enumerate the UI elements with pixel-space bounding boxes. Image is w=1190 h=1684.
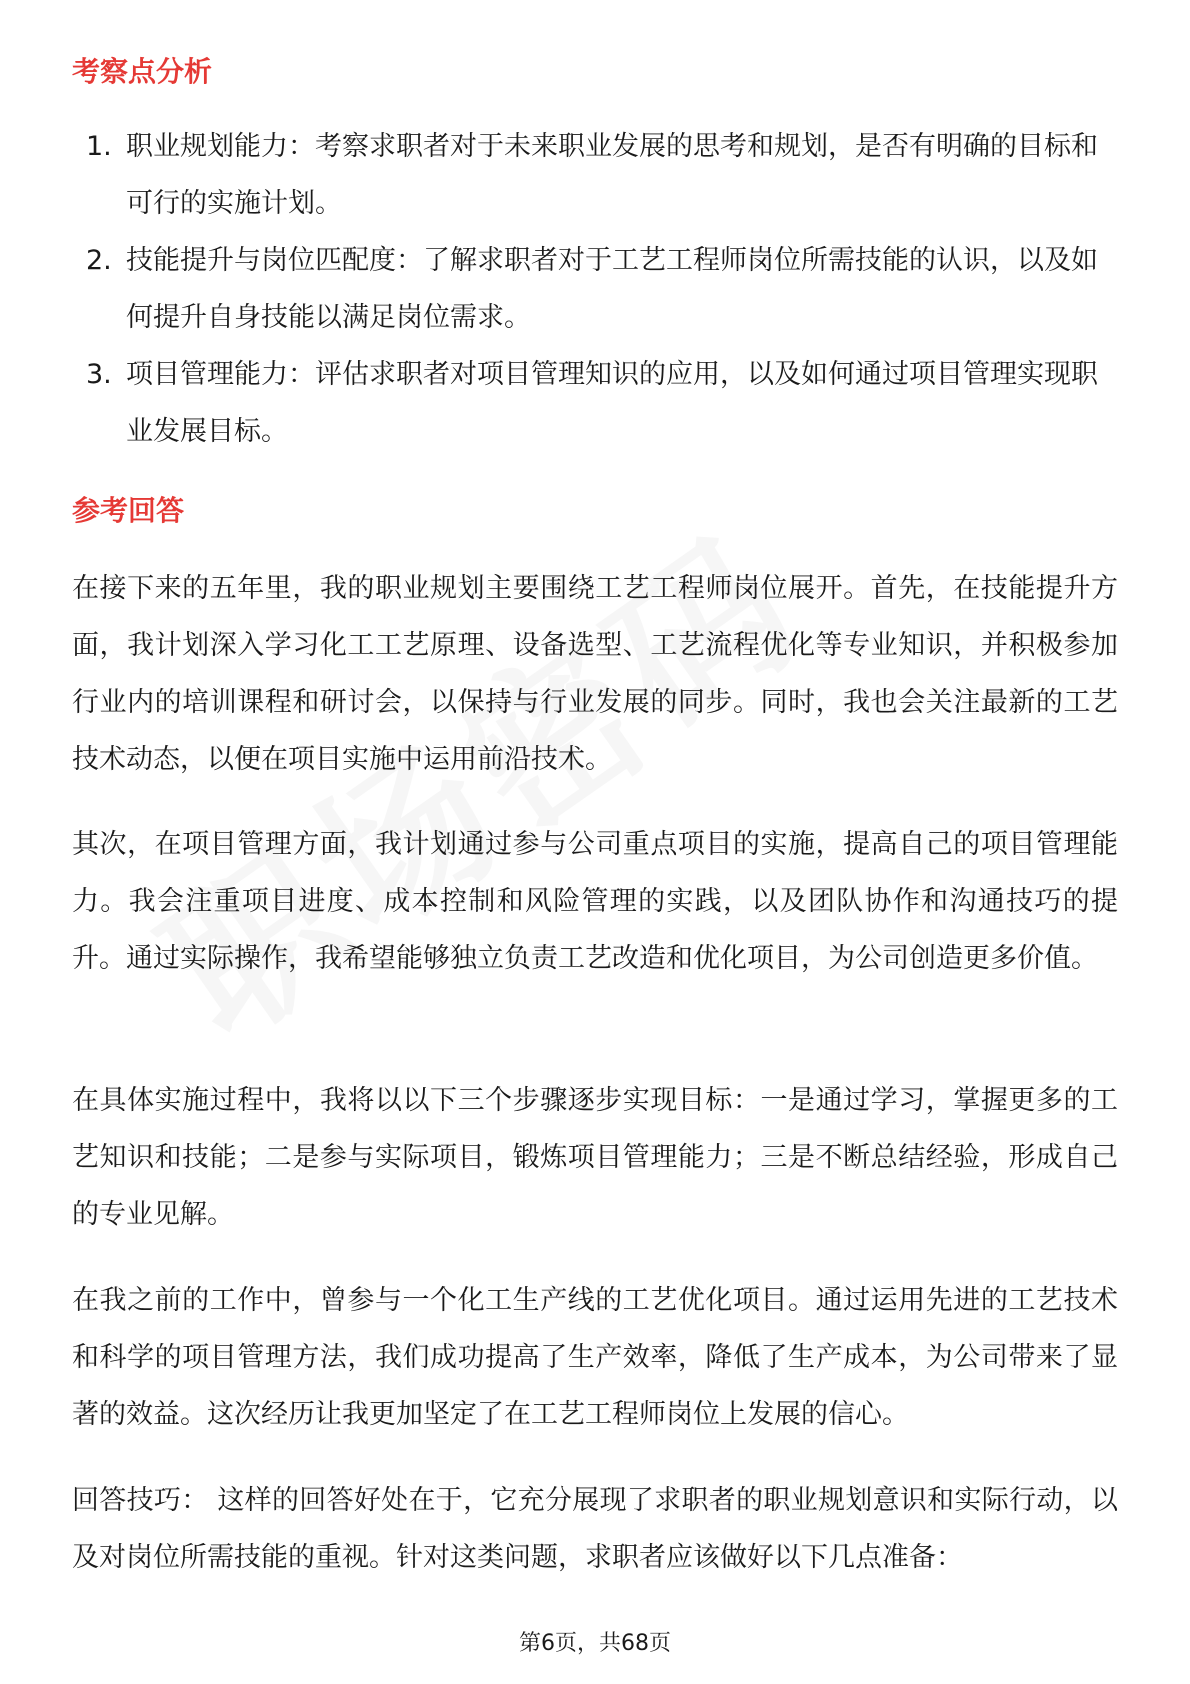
answer-paragraph: 在我之前的工作中，曾参与一个化工生产线的工艺优化项目。通过运用先进的工艺技术和科学的项目管理方法，我们成功提高了生产效率，降低了生产成本，为公司带来了显著的效益。这次经历让我更加坚定了在工艺工程师岗位上发展的信心。 [72, 1285, 1118, 1430]
analysis-list [72, 118, 1118, 460]
answer-paragraph: 在接下来的五年里，我的职业规划主要围绕工艺工程师岗位展开。首先，在技能提升方面，我计划深入学习化工工艺原理、设备选型、工艺流程优化等专业知识，并积极参加行业内的培训课程和研讨会，以保持与行业发展的同步。同时，我也会关注最新的工艺技术动态，以便在项目实施中运用前沿技术。 [72, 573, 1118, 775]
list-item [72, 118, 1118, 232]
section-heading-answer: 参考回答 [72, 494, 185, 527]
answer-paragraph: 在具体实施过程中，我将以以下三个步骤逐步实现目标：一是通过学习，掌握更多的工艺知识和技能；二是参与实际项目，锻炼项目管理能力；三是不断总结经验，形成自己的专业见解。 [72, 1085, 1118, 1230]
section-heading-analysis: 考察点分析 [72, 55, 213, 88]
list-number: 2. [86, 245, 112, 276]
list-number: 3. [86, 359, 112, 390]
list-number: 1. [86, 131, 112, 162]
page-footer: 第6页，共68页 [519, 1631, 671, 1656]
list-item-text: 项目管理能力：评估求职者对项目管理知识的应用，以及如何通过项目管理实现职业发展目标。 [126, 359, 1098, 447]
list-item [72, 346, 1118, 460]
answer-tips-paragraph: 回答技巧： 这样的回答好处在于，它充分展现了求职者的职业规划意识和实际行动，以及对岗位所需技能的重视。针对这类问题，求职者应该做好以下几点准备： [72, 1485, 1118, 1573]
list-item-text: 职业规划能力：考察求职者对于未来职业发展的思考和规划，是否有明确的目标和可行的实施计划。 [126, 131, 1098, 219]
list-item [72, 232, 1118, 346]
answer-paragraph: 其次，在项目管理方面，我计划通过参与公司重点项目的实施，提高自己的项目管理能力。我会注重项目进度、成本控制和风险管理的实践，以及团队协作和沟通技巧的提升。通过实际操作，我希望能够独立负责工艺改造和优化项目，为公司创造更多价值。 [72, 829, 1118, 974]
list-item-text: 技能提升与岗位匹配度：了解求职者对于工艺工程师岗位所需技能的认识，以及如何提升自身技能以满足岗位需求。 [126, 245, 1098, 333]
